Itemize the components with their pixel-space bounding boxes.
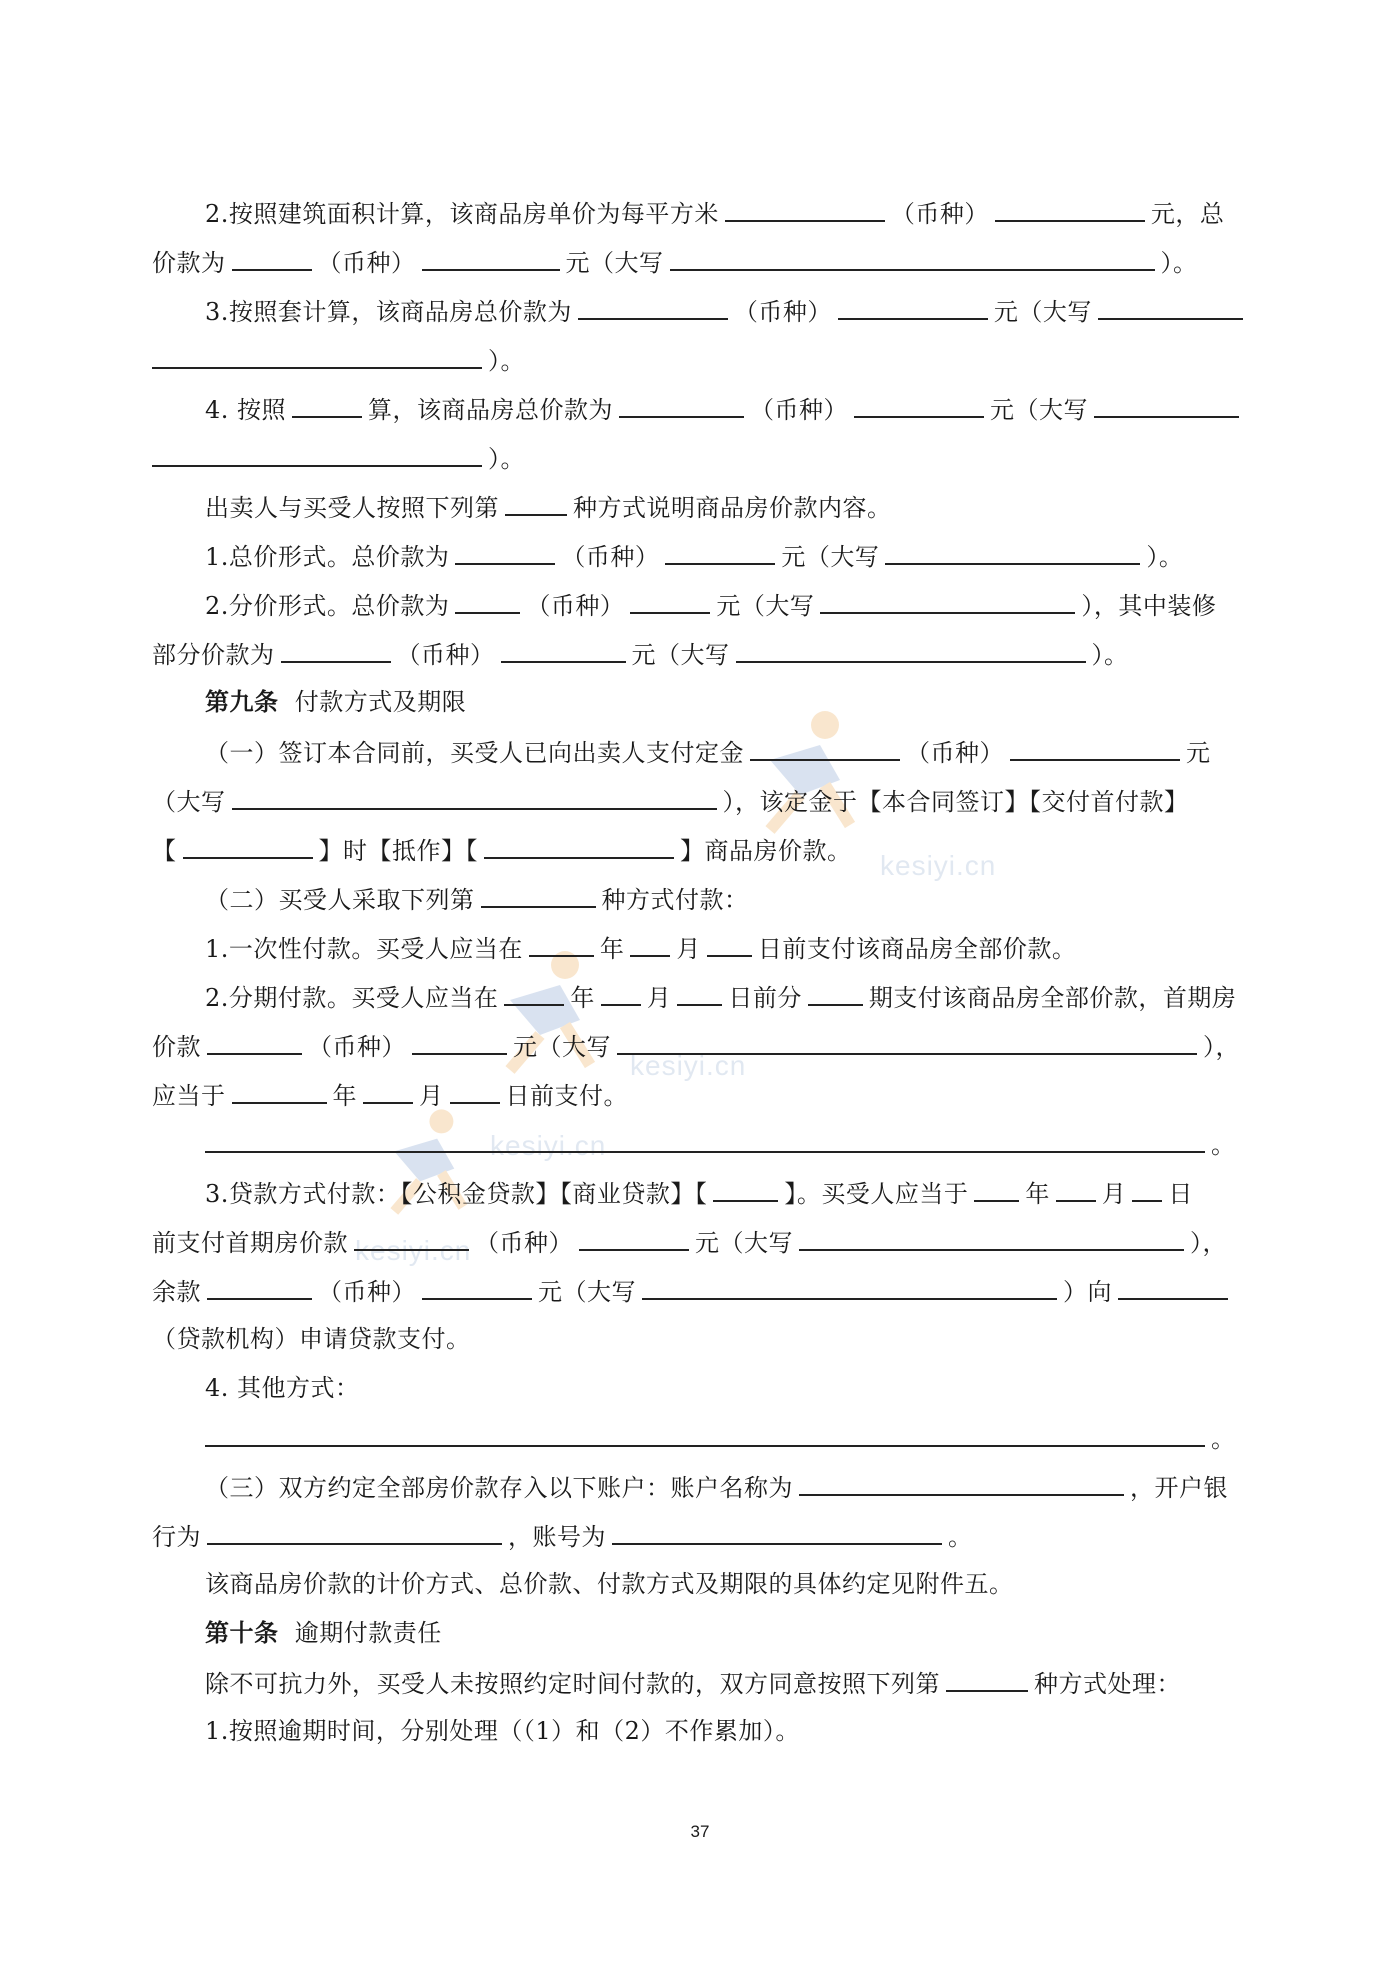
line-text: （币种） (561, 543, 660, 571)
text-line (152, 1521, 973, 1551)
line-text: 元（大写 (631, 641, 730, 669)
blank-field[interactable] (808, 982, 863, 1006)
text-line (152, 1080, 628, 1110)
line-text: （币种） (396, 641, 495, 669)
line-text: 】。买受人应当于 (784, 1180, 969, 1208)
blank-field[interactable] (363, 1080, 413, 1104)
line-text: 2.分价形式。总价款为 (205, 592, 450, 620)
blank-field[interactable] (1118, 1276, 1228, 1300)
blank-field[interactable] (725, 198, 885, 222)
line-text: ，开户银 (1130, 1474, 1228, 1502)
text-line (152, 786, 1189, 816)
line-text: 2.分期付款。买受人应当在 (205, 984, 499, 1012)
blank-field[interactable] (481, 884, 596, 908)
blank-field[interactable] (207, 1276, 312, 1300)
blank-field[interactable] (854, 394, 984, 418)
line-text: 种方式处理： (1034, 1670, 1181, 1698)
line-text: 年 (332, 1082, 357, 1110)
blank-field[interactable] (232, 1080, 327, 1104)
blank-field[interactable] (677, 982, 722, 1006)
blank-field[interactable] (183, 835, 313, 859)
line-text: 期支付该商品房全部价款，首期房 (868, 984, 1237, 1012)
line-text: （币种） (750, 396, 849, 424)
blank-field[interactable] (974, 1178, 1019, 1202)
line-text: （一）签订本合同前，买受人已向出卖人支付定金 (205, 739, 744, 767)
line-text: 前支付首期房价款 (152, 1229, 348, 1257)
line-text: 余款 (152, 1278, 201, 1306)
text-line (205, 933, 1076, 963)
line-text: 部分价款为 (152, 641, 275, 669)
line-text: 】商品房价款。 (680, 837, 852, 865)
line-text: （币种） (308, 1033, 406, 1061)
page-number: 37 (690, 1822, 710, 1841)
blank-field[interactable] (799, 1227, 1184, 1251)
line-text: 1.总价形式。总价款为 (205, 543, 450, 571)
line-text: ）。 (488, 347, 525, 375)
article-number: 第九条 (205, 687, 279, 716)
blank-field[interactable] (820, 590, 1075, 614)
blank-field[interactable] (713, 1178, 778, 1202)
line-text: 元（大写 (716, 592, 815, 620)
article-title: 付款方式及期限 (294, 688, 467, 716)
blank-field[interactable] (601, 982, 641, 1006)
blank-field[interactable] (422, 247, 560, 271)
line-text: ）向 (1063, 1278, 1112, 1306)
line-text: 元（大写 (565, 249, 664, 277)
blank-field[interactable] (578, 296, 728, 320)
line-text: 日 (1168, 1180, 1193, 1208)
blank-field[interactable] (630, 590, 710, 614)
text-line (205, 1178, 1193, 1208)
line-text: 种方式付款： (601, 886, 749, 914)
blank-field[interactable] (1056, 1178, 1096, 1202)
line-text: 元（大写 (781, 543, 880, 571)
blank-field[interactable] (354, 1227, 469, 1251)
blank-field[interactable] (207, 1521, 502, 1545)
text-line (152, 1276, 1234, 1306)
line-text: 年 (599, 935, 625, 963)
line-text: （币种） (475, 1229, 573, 1257)
line-text: 价款为 (152, 249, 226, 277)
blank-field[interactable] (1132, 1178, 1162, 1202)
text-line (152, 1031, 1240, 1061)
line-text: 2.按照建筑面积计算，该商品房单价为每平方米 (205, 200, 719, 228)
line-text: （贷款机构）申请贷款支付。 (152, 1325, 471, 1353)
watermark-text: kesiyi.cn (630, 1050, 747, 1081)
line-text: 年 (1025, 1180, 1050, 1208)
text-line (205, 590, 1216, 620)
blank-field[interactable] (630, 933, 670, 957)
blank-field[interactable] (152, 345, 482, 369)
text-line (205, 1570, 1014, 1598)
blank-field[interactable] (736, 639, 1086, 663)
line-text: ）。 (488, 445, 525, 473)
blank-field[interactable] (455, 541, 555, 565)
line-text: 4. 其他方式： (205, 1374, 360, 1402)
line-text: 种方式说明商品房价款内容。 (573, 494, 892, 522)
blank-field[interactable] (292, 394, 362, 418)
line-text: ）， (1203, 1033, 1240, 1061)
line-text: （币种） (526, 592, 625, 620)
line-text: 。 (948, 1523, 973, 1551)
line-text: ，账号为 (508, 1523, 606, 1551)
line-text: 元（大写 (990, 396, 1089, 424)
text-line (152, 247, 1198, 277)
blank-field[interactable] (501, 639, 626, 663)
line-text: 月 (676, 935, 701, 963)
blank-field[interactable] (281, 639, 391, 663)
text-line (205, 394, 1245, 424)
line-text: 】时【抵作】【 (318, 837, 478, 865)
blank-field[interactable] (642, 1276, 1057, 1300)
blank-field[interactable] (995, 198, 1145, 222)
blank-field[interactable] (707, 933, 752, 957)
blank-field[interactable] (504, 982, 564, 1006)
watermark-text: kesiyi.cn (880, 850, 997, 881)
blank-field[interactable] (665, 541, 775, 565)
line-text: 月 (419, 1082, 444, 1110)
line-text: 【 (152, 837, 177, 865)
line-text: 元（大写 (513, 1033, 611, 1061)
section-heading (205, 688, 466, 716)
text-line (205, 1472, 1228, 1502)
section-heading (205, 1619, 442, 1647)
line-text: 3.按照套计算，该商品房总价款为 (205, 298, 572, 326)
blank-field[interactable] (579, 1227, 689, 1251)
line-text: （币种） (890, 200, 989, 228)
blank-field[interactable] (612, 1521, 942, 1545)
line-text: 1.按照逾期时间，分别处理（（1）和（2）不作累加）。 (205, 1717, 800, 1745)
text-line (205, 982, 1236, 1012)
line-text: ）。 (1091, 641, 1129, 669)
line-text: ），该定金于【本合同签订】【交付首付款】 (722, 788, 1189, 816)
blank-field[interactable] (529, 933, 594, 957)
text-line (205, 541, 1183, 571)
line-text: （二）买受人采取下列第 (205, 886, 475, 914)
line-text: 日前支付该商品房全部价款。 (757, 935, 1077, 963)
text-line (205, 1374, 360, 1402)
text-line (152, 639, 1129, 669)
blank-field[interactable] (484, 835, 674, 859)
text-line (205, 296, 1249, 326)
line-text: （币种） (317, 249, 416, 277)
line-text: 1.一次性付款。买受人应当在 (205, 935, 523, 963)
line-text: 月 (1101, 1180, 1127, 1208)
line-text: 3.贷款方式付款：【公积金贷款】【商业贷款】【 (205, 1180, 708, 1208)
line-text: （币种） (318, 1278, 416, 1306)
blank-field[interactable] (670, 247, 1155, 271)
line-text: 出卖人与买受人按照下列第 (205, 494, 499, 522)
line-text: 日前支付。 (505, 1082, 628, 1110)
line-text: 月 (646, 984, 672, 1012)
line-text: 4. 按照 (205, 396, 287, 424)
text-line (152, 345, 525, 375)
text-line (152, 1325, 471, 1353)
line-text: （三）双方约定全部房价款存入以下账户：账户名称为 (205, 1474, 793, 1502)
text-line (205, 1129, 1236, 1159)
line-text: 元，总 (1150, 200, 1225, 228)
line-text: 。 (1211, 1131, 1236, 1159)
line-text: ）。 (1160, 249, 1198, 277)
blank-field[interactable] (450, 1080, 500, 1104)
blank-field[interactable] (412, 1031, 507, 1055)
line-text: 除不可抗力外，买受人未按照约定时间付款的，双方同意按照下列第 (205, 1670, 940, 1698)
line-text: （币种） (733, 298, 832, 326)
line-text: （币种） (906, 739, 1004, 767)
text-line (152, 835, 852, 865)
text-line (205, 1717, 800, 1745)
blank-field[interactable] (455, 590, 520, 614)
text-line (205, 737, 1211, 767)
blank-field[interactable] (505, 492, 567, 516)
line-text: 应当于 (152, 1082, 226, 1110)
blank-field[interactable] (885, 541, 1140, 565)
text-line (205, 1423, 1236, 1453)
article-title: 逾期付款责任 (294, 1619, 442, 1647)
line-text: 价款 (152, 1033, 201, 1061)
text-line (205, 198, 1224, 228)
blank-field[interactable] (838, 296, 988, 320)
watermark-text: kesiyi.cn (490, 1130, 607, 1161)
text-line (205, 1668, 1181, 1698)
watermark-text: kesiyi.cn (355, 1235, 472, 1266)
blank-field[interactable] (232, 786, 717, 810)
blank-field[interactable] (205, 1423, 1205, 1447)
text-line (205, 884, 749, 914)
blank-field[interactable] (207, 1031, 302, 1055)
blank-field[interactable] (1010, 737, 1180, 761)
line-text: 行为 (152, 1523, 201, 1551)
line-text: 年 (570, 984, 595, 1012)
blank-field[interactable] (750, 737, 900, 761)
line-text: ）， (1190, 1229, 1227, 1257)
blank-field[interactable] (1098, 296, 1243, 320)
blank-field[interactable] (232, 247, 312, 271)
article-number: 第十条 (205, 1618, 279, 1647)
text-line (152, 1227, 1227, 1257)
blank-field[interactable] (617, 1031, 1197, 1055)
blank-field[interactable] (1094, 394, 1239, 418)
line-text: 元（大写 (538, 1278, 636, 1306)
line-text: ），其中装修 (1081, 592, 1217, 620)
blank-field[interactable] (619, 394, 744, 418)
blank-field[interactable] (799, 1472, 1124, 1496)
line-text: 元（大写 (993, 298, 1092, 326)
watermark-figure-icon (730, 700, 870, 840)
line-text: 元（大写 (695, 1229, 793, 1257)
line-text: 该商品房价款的计价方式、总价款、付款方式及期限的具体约定见附件五。 (205, 1570, 1014, 1598)
blank-field[interactable] (205, 1129, 1205, 1153)
text-line (205, 492, 892, 522)
blank-field[interactable] (422, 1276, 532, 1300)
line-text: （大写 (152, 788, 226, 816)
line-text: 日前分 (728, 984, 802, 1012)
blank-field[interactable] (946, 1668, 1028, 1692)
line-text: 算，该商品房总价款为 (368, 396, 614, 424)
text-line (152, 443, 525, 473)
line-text: 。 (1211, 1425, 1236, 1453)
line-text: 元 (1186, 739, 1211, 767)
line-text: ）。 (1146, 543, 1184, 571)
blank-field[interactable] (152, 443, 482, 467)
